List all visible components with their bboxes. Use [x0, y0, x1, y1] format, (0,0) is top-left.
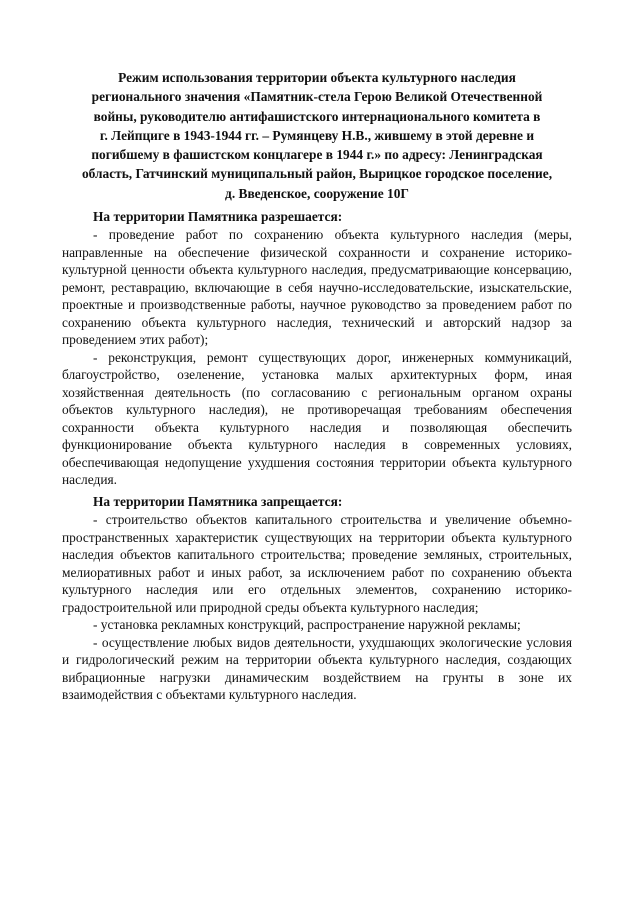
- title-line: область, Гатчинский муниципальный район, Вырицкое городское поселение,: [81, 166, 553, 182]
- title-line: г. Лейпциге в 1943-1944 гг. – Румянцеву Н.В., жившему в этой деревне и: [99, 127, 535, 143]
- forbidden-heading: На территории Памятника запрещается:: [93, 494, 343, 509]
- title-line: д. Введенское, сооружение 10Г: [225, 185, 409, 201]
- forbidden-item: - осуществление любых видов деятельности, ухудшающих экологические условия и гидрологический режим на территории объекта культурного наследия, создающих вибрационные нагрузки динамическим воздействием на грунты в зоне их взаимодействия с объектами культурного наследия.: [62, 634, 572, 702]
- title-line: Режим использования территории объекта культурного наследия: [118, 70, 516, 85]
- forbidden-section: [62, 493, 572, 704]
- document-title: [62, 68, 572, 203]
- title-line: войны, руководителю антифашистского интернационального комитета в: [93, 108, 541, 124]
- title-line: регионального значения «Памятник-стела Герою Великой Отечественной: [91, 89, 543, 105]
- allowed-item: - реконструкция, ремонт существующих дорог, инженерных коммуникаций, благоустройство, озеленение, установка малых архитектурных форм, иная хозяйственная деятельность (по согласованию с региональным органом охраны объектов культурного наследия), не противоречащая требованиям обеспечения сохранности объекта культурного наследия и позволяющая обеспечить функционирование объекта культурного наследия в современных условиях, обеспечивающая недопущение ухудшения состояния территории объекта культурного наследия.: [62, 349, 572, 487]
- forbidden-item: - строительство объектов капитального строительства и увеличение объемно-пространственных характеристик существующих на территории объекта культурного наследия объектов капитального строительства; проведение земляных, строительных, мелиоративных работ и иных работ, за исключением работ по сохранению объекта культурного наследия или его отдельных элементов, сохранению историко-градостроительной или природной среды объекта культурного наследия;: [62, 512, 572, 615]
- forbidden-body: [62, 511, 572, 704]
- title-line: погибшему в фашистском концлагере в 1944 г.» по адресу: Ленинградская: [91, 147, 543, 163]
- allowed-heading: На территории Памятника разрешается:: [93, 209, 343, 224]
- allowed-section: [62, 208, 572, 489]
- allowed-item: - проведение работ по сохранению объекта культурного наследия (меры, направленные на обеспечение физической сохранности и сохранение историко-культурной ценности объекта культурного наследия, предусматривающие консервацию, ремонт, реставрацию, включающие в себя научно-исследовательские, изыскательские, проектные и производственные работы, научное руководство за проведением работ по сохранению объекта культурного наследия, технический и авторский надзор за проведением этих работ);: [62, 227, 572, 347]
- allowed-body: [62, 226, 572, 489]
- forbidden-item: - установка рекламных конструкций, распространение наружной рекламы;: [93, 617, 521, 632]
